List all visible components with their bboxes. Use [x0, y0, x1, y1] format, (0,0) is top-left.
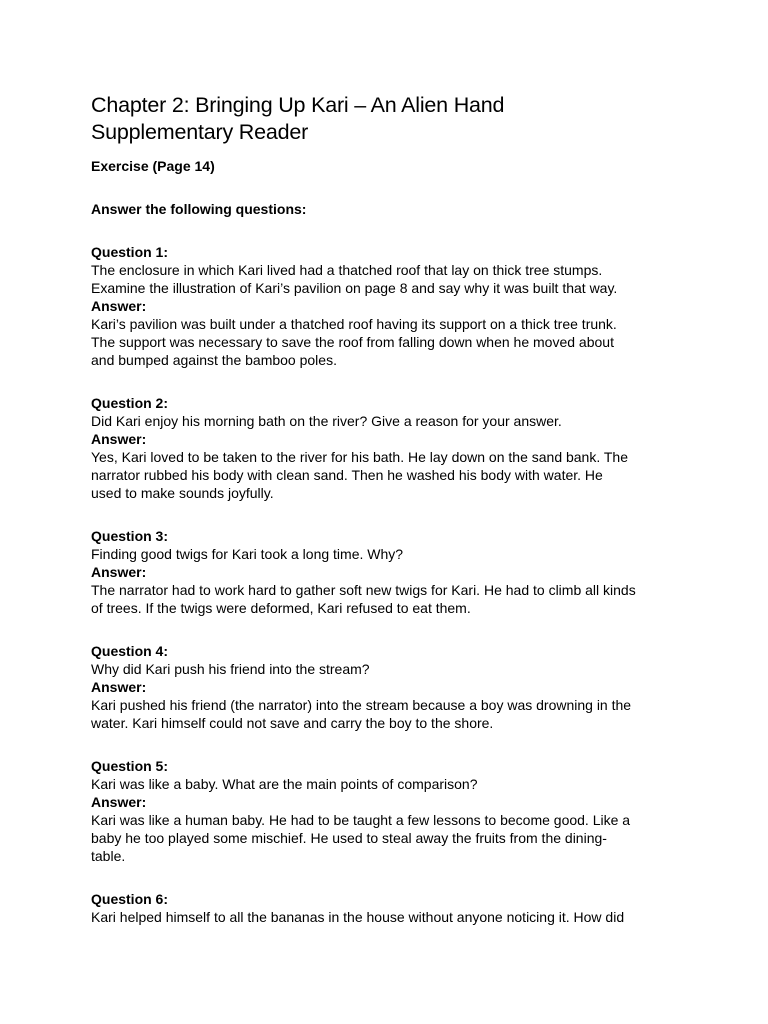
- question-text: Finding good twigs for Kari took a long time. Why?: [91, 546, 404, 562]
- title-line-2: Supplementary Reader: [91, 120, 309, 144]
- question-text: Kari was like a baby. What are the main points of comparison?: [91, 776, 478, 792]
- question-label: Question 1:: [91, 244, 169, 260]
- question-label: Question 2:: [91, 395, 169, 411]
- answer-label: Answer:: [91, 298, 147, 314]
- question-label: Question 6:: [91, 891, 169, 907]
- page-title: [91, 92, 708, 146]
- question-label: Question 3:: [91, 528, 169, 544]
- question-block-5: [91, 757, 708, 865]
- question-label: Question 4:: [91, 643, 169, 659]
- answer-label: Answer:: [91, 431, 147, 447]
- instruction-heading: Answer the following questions:: [91, 201, 307, 217]
- answer-text: Yes, Kari loved to be taken to the river for his bath. He lay down on the sand bank. The narrator rubbed his body with clean sand. Then he washed his body with water. He used to make sounds joyfully.: [91, 449, 628, 501]
- question-block-1: [91, 243, 708, 369]
- question-text: Kari helped himself to all the bananas in the house without anyone noticing it. How did: [91, 909, 625, 925]
- answer-text: Kari’s pavilion was built under a thatched roof having its support on a thick tree trunk. The support was necessary to save the roof from falling down when he moved about and bumped against the bamboo poles.: [91, 316, 617, 368]
- answer-label: Answer:: [91, 794, 147, 810]
- title-line-1: Chapter 2: Bringing Up Kari – An Alien Hand: [91, 93, 505, 117]
- question-text: Did Kari enjoy his morning bath on the river? Give a reason for your answer.: [91, 413, 562, 429]
- question-block-2: [91, 394, 708, 502]
- answer-label: Answer:: [91, 679, 147, 695]
- answer-label: Answer:: [91, 564, 147, 580]
- question-text: Why did Kari push his friend into the stream?: [91, 661, 370, 677]
- question-label: Question 5:: [91, 758, 169, 774]
- question-block-4: [91, 642, 708, 732]
- answer-text: Kari pushed his friend (the narrator) into the stream because a boy was drowning in the water. Kari himself could not save and carry the boy to the shore.: [91, 697, 632, 731]
- answer-text: The narrator had to work hard to gather soft new twigs for Kari. He had to climb all kinds of trees. If the twigs were deformed, Kari refused to eat them.: [91, 582, 636, 616]
- exercise-heading: Exercise (Page 14): [91, 158, 215, 174]
- question-block-6: [91, 890, 708, 926]
- answer-text: Kari was like a human baby. He had to be taught a few lessons to become good. Like a baby he too played some mischief. He used to steal away the fruits from the dining- table.: [91, 812, 631, 864]
- question-text: The enclosure in which Kari lived had a thatched roof that lay on thick tree stumps. Examine the illustration of Kari’s pavilion on page 8 and say why it was built that way.: [91, 262, 618, 296]
- question-block-3: [91, 527, 708, 617]
